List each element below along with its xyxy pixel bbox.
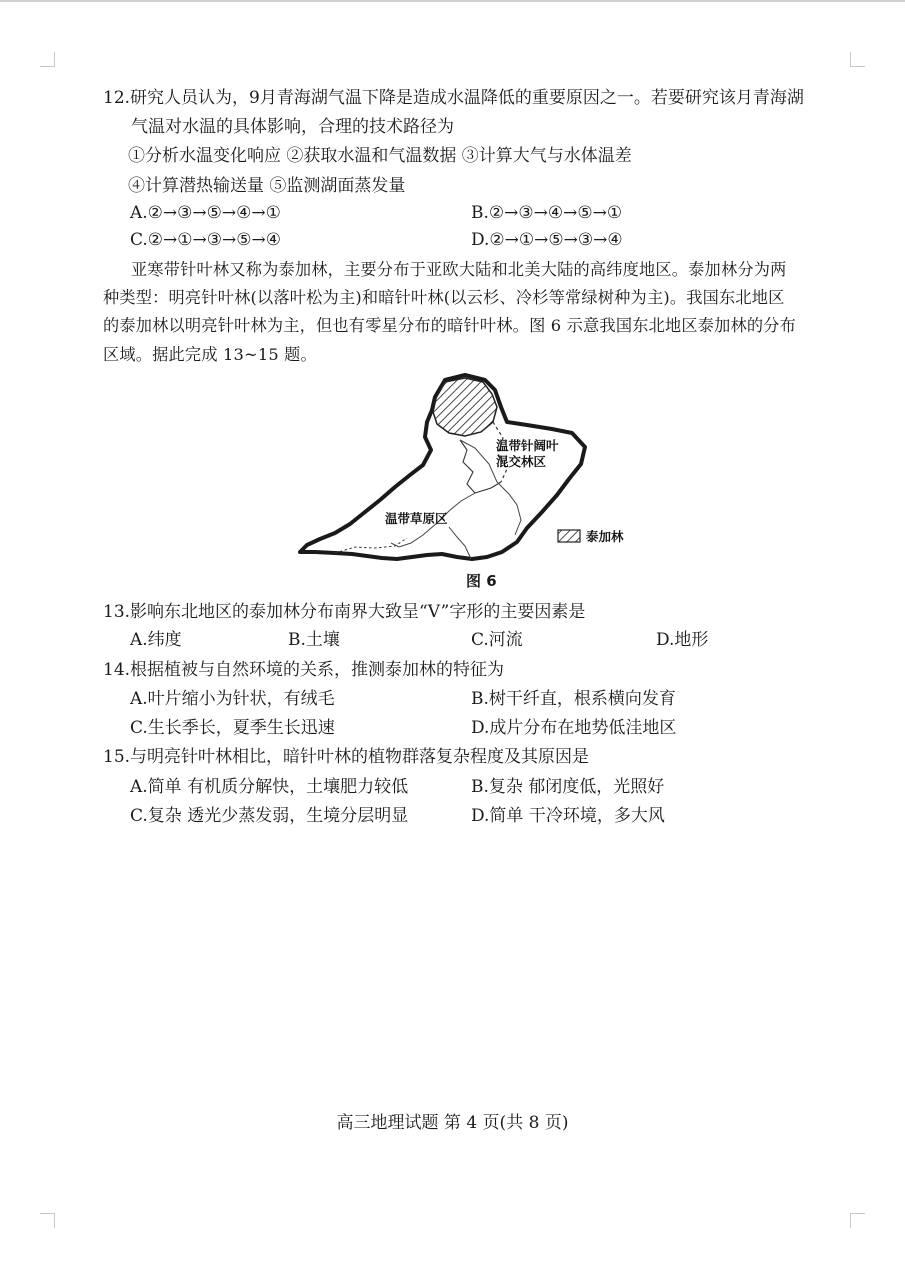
q12-option-b: B.②→③→④→⑤→① xyxy=(471,203,623,223)
crop-mark-bottom-right xyxy=(850,1213,865,1228)
passage-line4: 区域。据此完成 13~15 题。 xyxy=(103,345,317,364)
country-boundary-dashed xyxy=(335,538,407,553)
passage-line1: 亚寒带针叶林又称为泰加林，主要分布于亚欧大陆和北美大陆的高纬度地区。泰加林分为两 xyxy=(131,260,787,279)
crop-mark-top-right xyxy=(850,52,865,67)
legend-label-taiga: 泰加林 xyxy=(586,529,624,544)
grassland-boundary xyxy=(460,440,501,493)
q13-option-a: A.纬度 xyxy=(130,630,182,650)
q15-option-c: C.复杂 透光少蒸发弱，生境分层明显 xyxy=(130,806,409,826)
q15-option-a: A.简单 有机质分解快，土壤肥力较低 xyxy=(130,777,409,797)
q14-option-d: D.成片分布在地势低洼地区 xyxy=(471,718,677,738)
q13-option-b: B.土壤 xyxy=(288,630,340,650)
crop-mark-bottom-left xyxy=(40,1213,55,1228)
passage-line3: 的泰加林以明亮针叶林为主，但也有零星分布的暗针叶林。图 6 示意我国东北地区泰加林的分布 xyxy=(103,316,797,335)
q12-items-line2: ④计算潜热输送量 ⑤监测湖面蒸发量 xyxy=(128,176,406,196)
page-footer: 高三地理试题 第 4 页(共 8 页) xyxy=(336,1113,569,1133)
label-mixed-forest-line1: 温带针阔叶 xyxy=(496,438,559,453)
top-edge-line xyxy=(0,0,905,2)
q13-stem: 13.影响东北地区的泰加林分布南界大致呈“V”字形的主要因素是 xyxy=(103,602,586,622)
label-grassland: 温带草原区 xyxy=(385,511,448,526)
q15-option-d: D.简单 干冷环境，多大风 xyxy=(471,806,665,826)
q12-option-d: D.②→①→⑤→③→④ xyxy=(471,230,623,250)
q15-option-b: B.复杂 郁闭度低，光照好 xyxy=(471,777,665,797)
figure-caption: 图 6 xyxy=(466,572,497,590)
q14-option-b: B.树干纤直，根系横向发育 xyxy=(471,689,676,709)
q14-option-c: C.生长季长，夏季生长迅速 xyxy=(130,718,335,738)
passage-line2: 种类型：明亮针叶林(以落叶松为主)和暗针叶林(以云杉、冷杉等常绿树种为主)。我国东北地区 xyxy=(103,288,785,307)
crop-mark-top-left xyxy=(40,52,55,67)
taiga-area xyxy=(433,378,497,436)
q14-stem: 14.根据植被与自然环境的关系，推测泰加林的特征为 xyxy=(103,660,505,680)
q12-option-a: A.②→③→⑤→④→① xyxy=(130,203,281,223)
q12-option-c: C.②→①→③→⑤→④ xyxy=(130,230,281,250)
q15-stem: 15.与明亮针叶林相比，暗针叶林的植物群落复杂程度及其原因是 xyxy=(103,747,590,767)
q14-option-a: A.叶片缩小为针状，有绒毛 xyxy=(130,689,335,709)
q13-option-d: D.地形 xyxy=(656,630,709,650)
label-mixed-forest-line2: 混交林区 xyxy=(496,454,547,469)
q12-stem-line2: 气温对水温的具体影响，合理的技术路径为 xyxy=(131,117,454,137)
q12-stem-line1: 12.研究人员认为，9月青海湖气温下降是造成水温降低的重要原因之一。若要研究该月青海湖 xyxy=(103,88,804,108)
legend-swatch-taiga xyxy=(558,530,580,542)
northeast-china-taiga-map xyxy=(295,372,655,572)
q12-items-line1: ①分析水温变化响应 ②获取水温和气温数据 ③计算大气与水体温差 xyxy=(128,146,632,166)
q13-option-c: C.河流 xyxy=(471,630,523,650)
